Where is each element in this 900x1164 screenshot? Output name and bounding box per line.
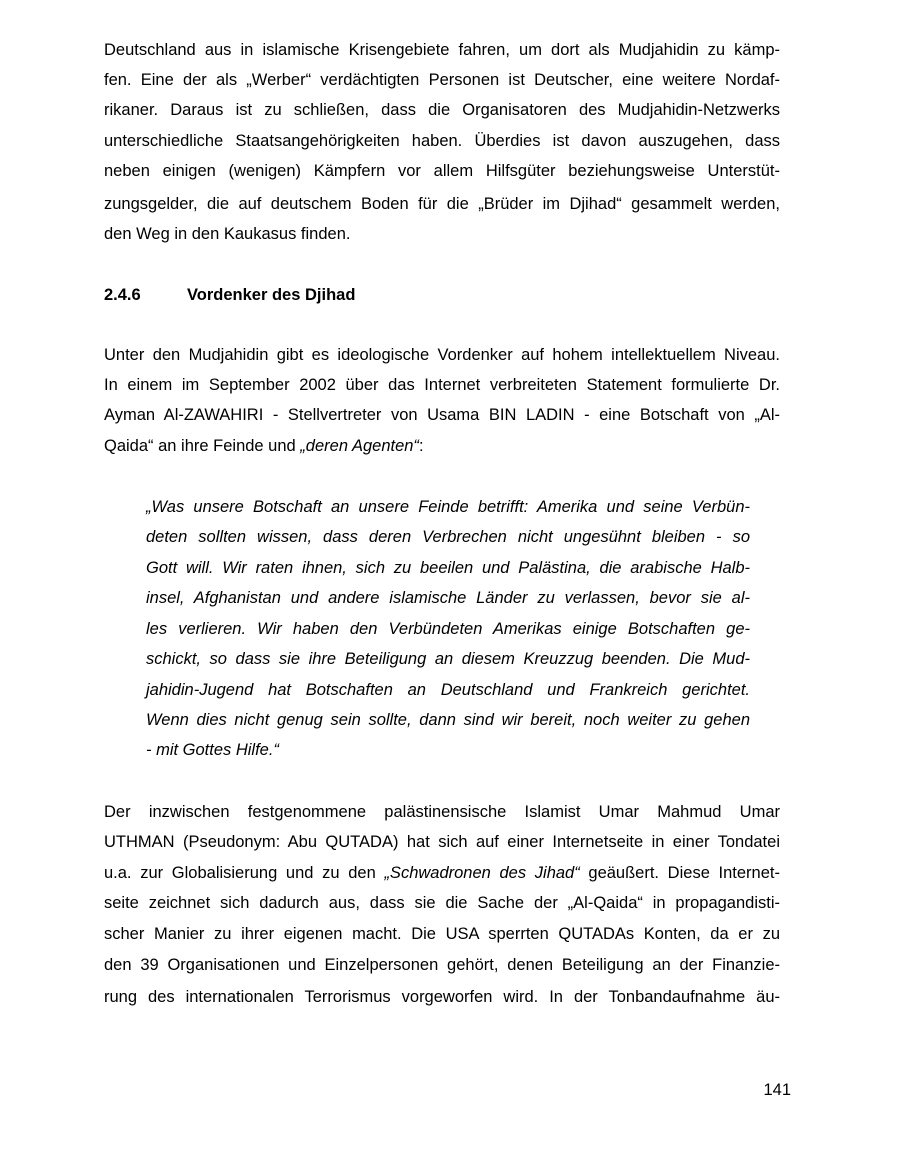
text-line: fen. Eine der als „Werber“ verdächtigten Personen ist Deutscher, eine weitere Nordaf- — [104, 71, 780, 89]
text-line: rung des internationalen Terrorismus vorgeworfen wird. In der Tonbandaufnahme äu- — [104, 988, 780, 1006]
text-line — [104, 436, 780, 456]
text-line — [104, 863, 780, 883]
quote-line: les verlieren. Wir haben den Verbündeten Amerikas einige Botschaften ge- — [146, 620, 750, 638]
text-line: In einem im September 2002 über das Internet verbreiteten Statement formulierte Dr. — [104, 376, 780, 394]
text-line: den 39 Organisationen und Einzelpersonen gehört, denen Beteiligung an der Finanzie- — [104, 956, 780, 974]
text-line: Deutschland aus in islamische Krisengebiete fahren, um dort als Mudjahidin zu kämp- — [104, 41, 780, 59]
text-line: Der inzwischen festgenommene palästinensische Islamist Umar Mahmud Umar — [104, 803, 780, 821]
text-line: Unter den Mudjahidin gibt es ideologische Vordenker auf hohem intellektuellem Niveau. — [104, 346, 780, 364]
text-span: : — [418, 437, 424, 455]
section-number: 2.4.6 — [104, 286, 141, 304]
quote-line: jahidin-Jugend hat Botschaften an Deutschland und Frankreich gerichtet. — [146, 681, 750, 699]
text-line: seite zeichnet sich dadurch aus, dass sie die Sache der „Al-Qaida“ in propagandisti- — [104, 894, 780, 912]
page-number: 141 — [763, 1081, 791, 1099]
text-span: geäußert. Diese Internet- — [579, 864, 780, 882]
text-line: scher Manier zu ihrer eigenen macht. Die USA sperrten QUTADAs Konten, da er zu — [104, 925, 780, 943]
quote-line: Wenn dies nicht genug sein sollte, dann sind wir bereit, noch weiter zu gehen — [146, 711, 750, 729]
quote-line: deten sollten wissen, dass deren Verbrechen nicht ungesühnt bleiben - so — [146, 528, 750, 546]
text-line: zungsgelder, die auf deutschem Boden für die „Brüder im Djihad“ gesammelt werden, — [104, 195, 780, 213]
text-span: u.a. zur Globalisierung und zu den — [104, 864, 385, 882]
section-heading — [104, 285, 355, 305]
italic-phrase: „Schwadronen des Jihad“ — [384, 864, 580, 882]
text-line: den Weg in den Kaukasus finden. — [104, 225, 351, 243]
quote-line: insel, Afghanistan und andere islamische Länder zu verlassen, bevor sie al- — [146, 589, 750, 607]
italic-phrase: „deren Agenten“ — [300, 437, 419, 455]
quote-line: - mit Gottes Hilfe.“ — [146, 741, 279, 759]
text-span: Qaida“ an ihre Feinde und — [104, 437, 301, 455]
text-line: Ayman Al-ZAWAHIRI - Stellvertreter von Usama BIN LADIN - eine Botschaft von „Al- — [104, 406, 780, 424]
quote-line: „Was unsere Botschaft an unsere Feinde betrifft: Amerika und seine Verbün- — [146, 498, 750, 516]
text-line: rikaner. Daraus ist zu schließen, dass die Organisatoren des Mudjahidin-Netzwerks — [104, 101, 780, 119]
section-title: Vordenker des Djihad — [187, 286, 356, 304]
text-line: UTHMAN (Pseudonym: Abu QUTADA) hat sich auf einer Internetseite in einer Tondatei — [104, 833, 780, 851]
text-line: neben einigen (wenigen) Kämpfern vor allem Hilfsgüter beziehungsweise Unterstüt- — [104, 162, 780, 180]
text-line: unterschiedliche Staatsangehörigkeiten haben. Überdies ist davon auszugehen, dass — [104, 132, 780, 150]
quote-line: schickt, so dass sie ihre Beteiligung an diesem Kreuzzug beenden. Die Mud- — [146, 650, 750, 668]
quote-line: Gott will. Wir raten ihnen, sich zu beeilen und Palästina, die arabische Halb- — [146, 559, 750, 577]
